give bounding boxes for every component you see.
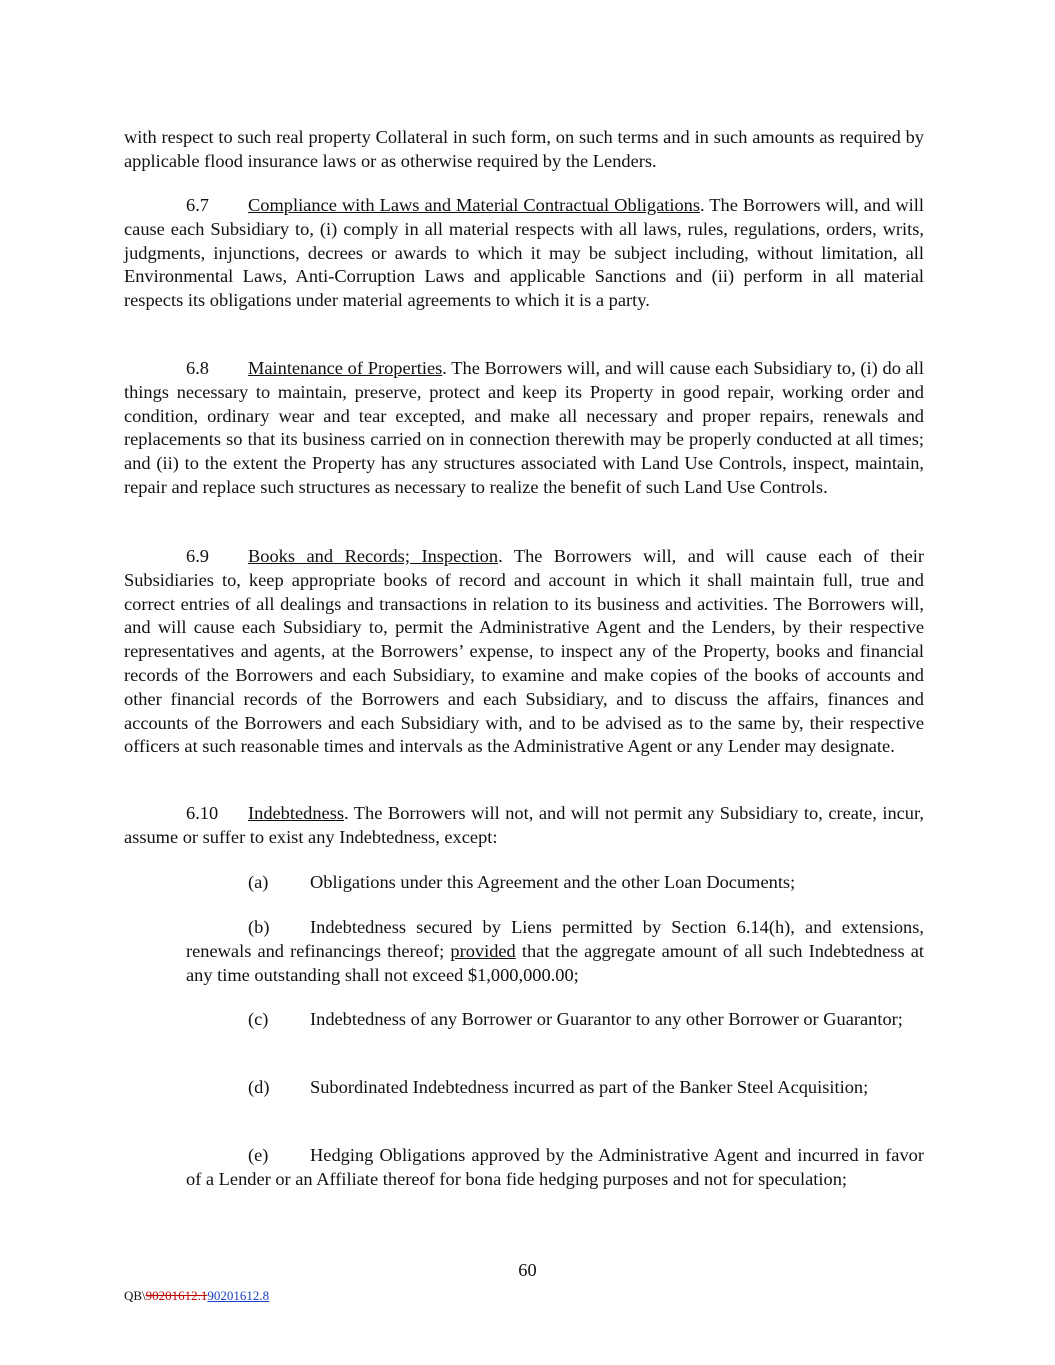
clause-label: (d) bbox=[248, 1077, 270, 1097]
section-number: 6.8 bbox=[186, 358, 209, 378]
section-6-10 bbox=[124, 802, 924, 850]
continuation-text: with respect to such real property Collateral in such form, on such terms and in such amounts as required by applicable flood insurance laws or as otherwise required by the Lenders. bbox=[124, 127, 924, 171]
section-6-9 bbox=[124, 545, 924, 759]
clause-label: (a) bbox=[248, 872, 269, 892]
doc-id-prefix: QB\ bbox=[124, 1288, 146, 1303]
section-body: . The Borrowers will, and will cause each Subsidiary to, (i) comply in all material respects with all laws, rules, regulations, orders, writs, judgments, injunctions, decrees or awards to which it may be subject including, without limitation, all Environmental Laws, Anti-Corruption Laws and applicable Sanctions and (ii) perform in all material respects its obligations under material agreements to which it is a party. bbox=[124, 195, 924, 311]
doc-id-deleted: 90201612.1 bbox=[145, 1288, 208, 1303]
clause-text: Subordinated Indebtedness incurred as part of the Banker Steel Acquisition; bbox=[310, 1077, 869, 1097]
section-number: 6.9 bbox=[186, 546, 209, 566]
section-number: 6.10 bbox=[186, 803, 219, 823]
clause-label: (b) bbox=[248, 917, 270, 937]
section-title: Compliance with Laws and Material Contractual Obligations bbox=[248, 195, 700, 215]
clause-e bbox=[186, 1144, 924, 1192]
page-number: 60 bbox=[518, 1260, 537, 1280]
clause-text: Indebtedness secured by Liens permitted by Section 6.14(h), and extensions, renewals and refinancings thereof; bbox=[186, 917, 924, 961]
clause-text-continued: that the aggregate amount of all such Indebtedness at any time outstanding shall not exceed $1,000,000.00; bbox=[186, 940, 924, 985]
doc-id-inserted: 90201612.8 bbox=[207, 1288, 270, 1303]
clause-text: Hedging Obligations approved by the Administrative Agent and incurred in favor of a Lender or an Affiliate thereof for bona fide hedging purposes and not for speculation; bbox=[186, 1145, 924, 1189]
section-6-7 bbox=[124, 194, 924, 313]
section-body: . The Borrowers will, and will cause each of their Subsidiaries to, keep appropriate books of record and account in which it shall maintain full, true and correct entries of all dealings and transactions in relation to its business and activities. The Borrowers will, and will cause each Subsidiary to, permit the Administrative Agent and the Lenders, by their respective representatives and agents, at the Borrowers’ expense, to inspect any of the Property, books and financial records of the Borrowers and each Subsidiary, to examine and make copies of the books of accounts and other financial records of the Borrowers and each Subsidiary, and to discuss the affairs, finances and accounts of the Borrowers and each Subsidiary with, and to be advised as to the same by, their respective officers at such reasonable times and intervals as the Administrative Agent or any Lender may designate. bbox=[124, 546, 924, 757]
section-body: . The Borrowers will, and will cause each Subsidiary to, (i) do all things necessary to maintain, preserve, protect and keep its Property in good repair, working order and condition, ordinary wear and tear excepted, and make all necessary and proper repairs, renewals and replacements so that its business carried on in connection therewith may be properly conducted at all times; and (ii) to the extent the Property has any structures associated with Land Use Controls, inspect, maintain, repair and replace such structures as necessary to realize the benefit of such Land Use Controls. bbox=[124, 358, 924, 497]
document-id bbox=[124, 1288, 269, 1304]
section-number: 6.7 bbox=[186, 195, 209, 215]
continuation-paragraph bbox=[124, 126, 924, 174]
clause-b bbox=[186, 916, 924, 987]
clause-text: Indebtedness of any Borrower or Guarantor to any other Borrower or Guarantor; bbox=[310, 1009, 903, 1029]
clause-a bbox=[186, 871, 924, 895]
clause-label: (c) bbox=[248, 1009, 269, 1029]
clause-label: (e) bbox=[248, 1145, 269, 1165]
clause-c bbox=[186, 1008, 924, 1032]
clause-text: Obligations under this Agreement and the other Loan Documents; bbox=[310, 872, 796, 892]
section-title: Books and Records; Inspection bbox=[248, 546, 499, 566]
section-6-8 bbox=[124, 357, 924, 500]
section-body: . The Borrowers will not, and will not permit any Subsidiary to, create, incur, assume or suffer to exist any Indebtedness, except: bbox=[124, 803, 924, 847]
section-title: Maintenance of Properties bbox=[248, 358, 443, 378]
section-title: Indebtedness bbox=[248, 803, 345, 823]
clause-proviso: provided bbox=[450, 940, 516, 961]
clause-d bbox=[186, 1076, 924, 1100]
